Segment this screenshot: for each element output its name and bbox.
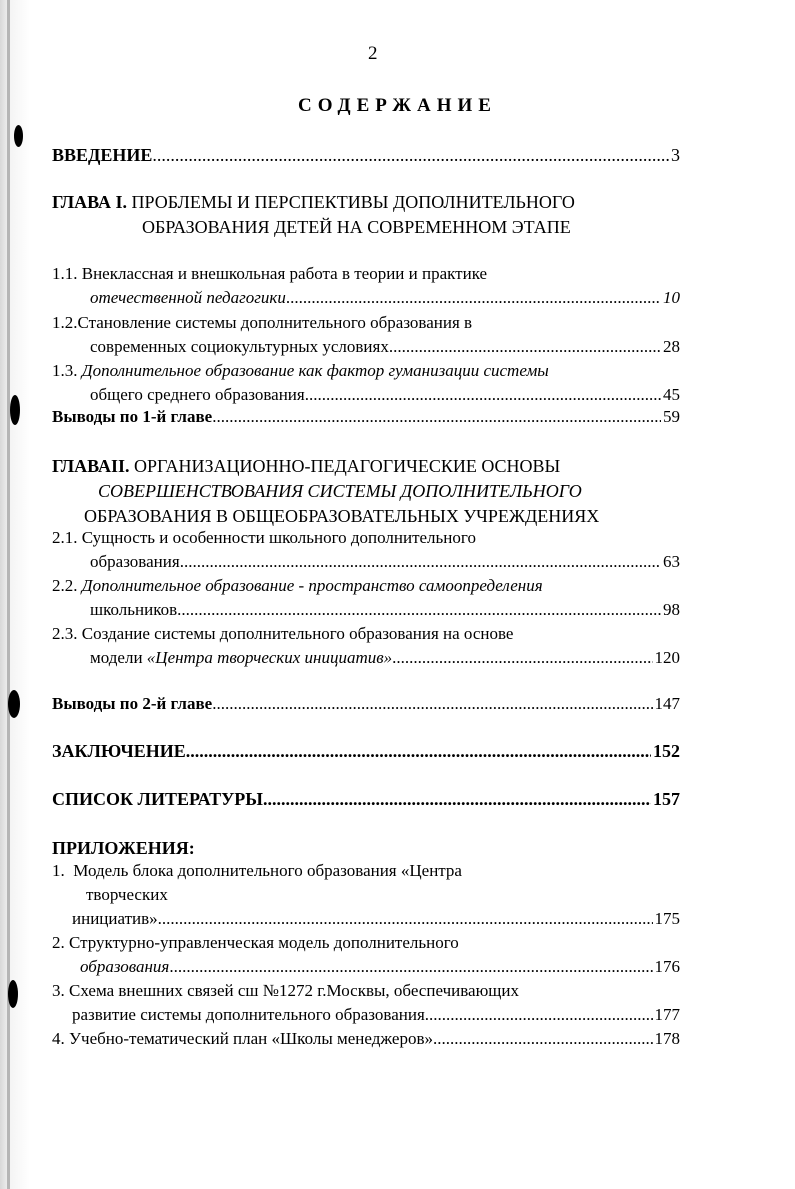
- chapter-title: ОРГАНИЗАЦИОННО-ПЕДАГОГИЧЕСКИЕ ОСНОВЫ: [134, 456, 561, 476]
- page-number: 2: [368, 43, 378, 64]
- toc-line: 2.3. Создание системы дополнительного образования на основе: [52, 624, 514, 643]
- chapter-title: ПРОБЛЕМЫ И ПЕРСПЕКТИВЫ ДОПОЛНИТЕЛЬНОГО: [131, 192, 575, 212]
- toc-label: Выводы по 1-й главе: [52, 407, 213, 426]
- scan-mark: [10, 395, 20, 425]
- toc-page: 147: [654, 694, 680, 713]
- toc-appendix-4[interactable]: [52, 1027, 680, 1051]
- leader-dots: [433, 1027, 653, 1051]
- toc-number: 2.2.: [52, 576, 78, 595]
- toc-label: развитие системы дополнительного образования: [72, 1005, 425, 1024]
- page-title: СОДЕРЖАНИЕ: [298, 95, 497, 116]
- toc-page: 28: [663, 337, 680, 356]
- toc-page: 152: [653, 741, 680, 761]
- leader-dots: [392, 646, 652, 670]
- toc-page: 98: [663, 600, 680, 619]
- toc-line: 2.1. Сущность и особенности школьного дополнительного: [52, 528, 476, 547]
- toc-entry-2-2[interactable]: [52, 574, 680, 622]
- toc-label: Выводы по 2-й главе: [52, 694, 213, 713]
- toc-entry-2-1[interactable]: [52, 526, 680, 574]
- toc-label: 4. Учебно-тематический план «Школы менеджеров»: [52, 1029, 433, 1048]
- leader-dots: [212, 692, 652, 716]
- toc-appendix-3[interactable]: [52, 979, 680, 1027]
- toc-page: 45: [663, 385, 680, 404]
- toc-line: 1.1. Внеклассная и внешкольная работа в теории и практике: [52, 264, 488, 283]
- toc-label: модели: [90, 648, 147, 667]
- leader-dots: [169, 955, 652, 979]
- leader-dots: [389, 335, 661, 359]
- chapter-title: ОБРАЗОВАНИЯ В ОБЩЕОБРАЗОВАТЕЛЬНЫХ УЧРЕЖДЕНИЯХ: [84, 506, 600, 526]
- toc-entry-1-3[interactable]: [52, 359, 680, 407]
- leader-dots: [177, 598, 661, 622]
- toc-label: ЗАКЛЮЧЕНИЕ: [52, 741, 186, 761]
- leader-dots: [152, 143, 669, 167]
- scan-mark: [8, 980, 18, 1008]
- toc-page: 10: [663, 288, 680, 307]
- toc-entry-summary-2[interactable]: [52, 692, 680, 716]
- chapter-label: ГЛАВАII.: [52, 456, 130, 476]
- toc-label: инициатив»: [72, 909, 158, 928]
- chapter-label: ГЛАВА I.: [52, 192, 128, 212]
- toc-entry-bibliography[interactable]: [52, 787, 680, 811]
- toc-entry-1-2[interactable]: [52, 311, 680, 359]
- leader-dots: [186, 739, 651, 763]
- chapter-title: СОВЕРШЕНСТВОВАНИЯ СИСТЕМЫ ДОПОЛНИТЕЛЬНОГО: [98, 481, 582, 501]
- toc-page: 120: [654, 648, 680, 667]
- toc-label: «Центра творческих инициатив»: [146, 648, 393, 667]
- toc-line: Дополнительное образование как фактор гуманизации системы: [81, 361, 549, 380]
- toc-appendix-1[interactable]: [52, 859, 680, 931]
- toc-page: 3: [671, 145, 680, 165]
- toc-page: 175: [654, 909, 680, 928]
- toc-label: СПИСОК ЛИТЕРАТУРЫ: [52, 789, 263, 809]
- toc-label: отечественной педагогики: [90, 288, 286, 307]
- leader-dots: [286, 286, 661, 310]
- toc-appendix-2[interactable]: [52, 931, 680, 979]
- toc-entry-intro[interactable]: [52, 143, 680, 167]
- toc-page: 177: [654, 1005, 680, 1024]
- leader-dots: [212, 405, 661, 429]
- toc-page: 176: [654, 957, 680, 976]
- toc-appendices-heading: ПРИЛОЖЕНИЯ:: [52, 838, 195, 858]
- toc-page: 157: [653, 789, 680, 809]
- toc-entry-1-1[interactable]: [52, 262, 680, 310]
- toc-line: Дополнительное образование - пространство самоопределения: [81, 576, 543, 595]
- toc-entry-2-3[interactable]: [52, 622, 680, 670]
- toc-line: творческих: [86, 885, 168, 904]
- scan-mark: [14, 125, 23, 147]
- leader-dots: [158, 907, 653, 931]
- toc-line: 1. Модель блока дополнительного образования «Центра: [52, 861, 462, 880]
- leader-dots: [263, 787, 651, 811]
- scan-edge: [0, 0, 30, 1189]
- toc-chapter-2[interactable]: [52, 454, 680, 529]
- toc-label: школьников: [90, 600, 178, 619]
- leader-dots: [180, 550, 661, 574]
- toc-entry-conclusion[interactable]: [52, 739, 680, 763]
- toc-chapter-1[interactable]: [52, 190, 680, 240]
- toc-page: 59: [663, 407, 680, 426]
- toc-label: образования: [80, 957, 170, 976]
- toc-label: современных социокультурных условиях: [90, 337, 389, 356]
- toc-line: 2. Структурно-управленческая модель дополнительного: [52, 933, 459, 952]
- toc-label: ВВЕДЕНИЕ: [52, 145, 153, 165]
- chapter-title: ОБРАЗОВАНИЯ ДЕТЕЙ НА СОВРЕМЕННОМ ЭТАПЕ: [142, 217, 571, 237]
- toc-page: 178: [654, 1029, 680, 1048]
- toc-label: общего среднего образования: [90, 385, 305, 404]
- toc-line: 3. Схема внешних связей сш №1272 г.Москвы, обеспечивающих: [52, 981, 519, 1000]
- toc-entry-summary-1[interactable]: [52, 405, 680, 429]
- leader-dots: [305, 383, 661, 407]
- toc-number: 1.3.: [52, 361, 78, 380]
- toc-line: 1.2.Становление системы дополнительного образования в: [52, 313, 473, 332]
- leader-dots: [425, 1003, 653, 1027]
- scan-binding-line: [7, 0, 10, 1189]
- toc-page: 63: [663, 552, 680, 571]
- toc-label: образования: [90, 552, 180, 571]
- scan-mark: [8, 690, 20, 718]
